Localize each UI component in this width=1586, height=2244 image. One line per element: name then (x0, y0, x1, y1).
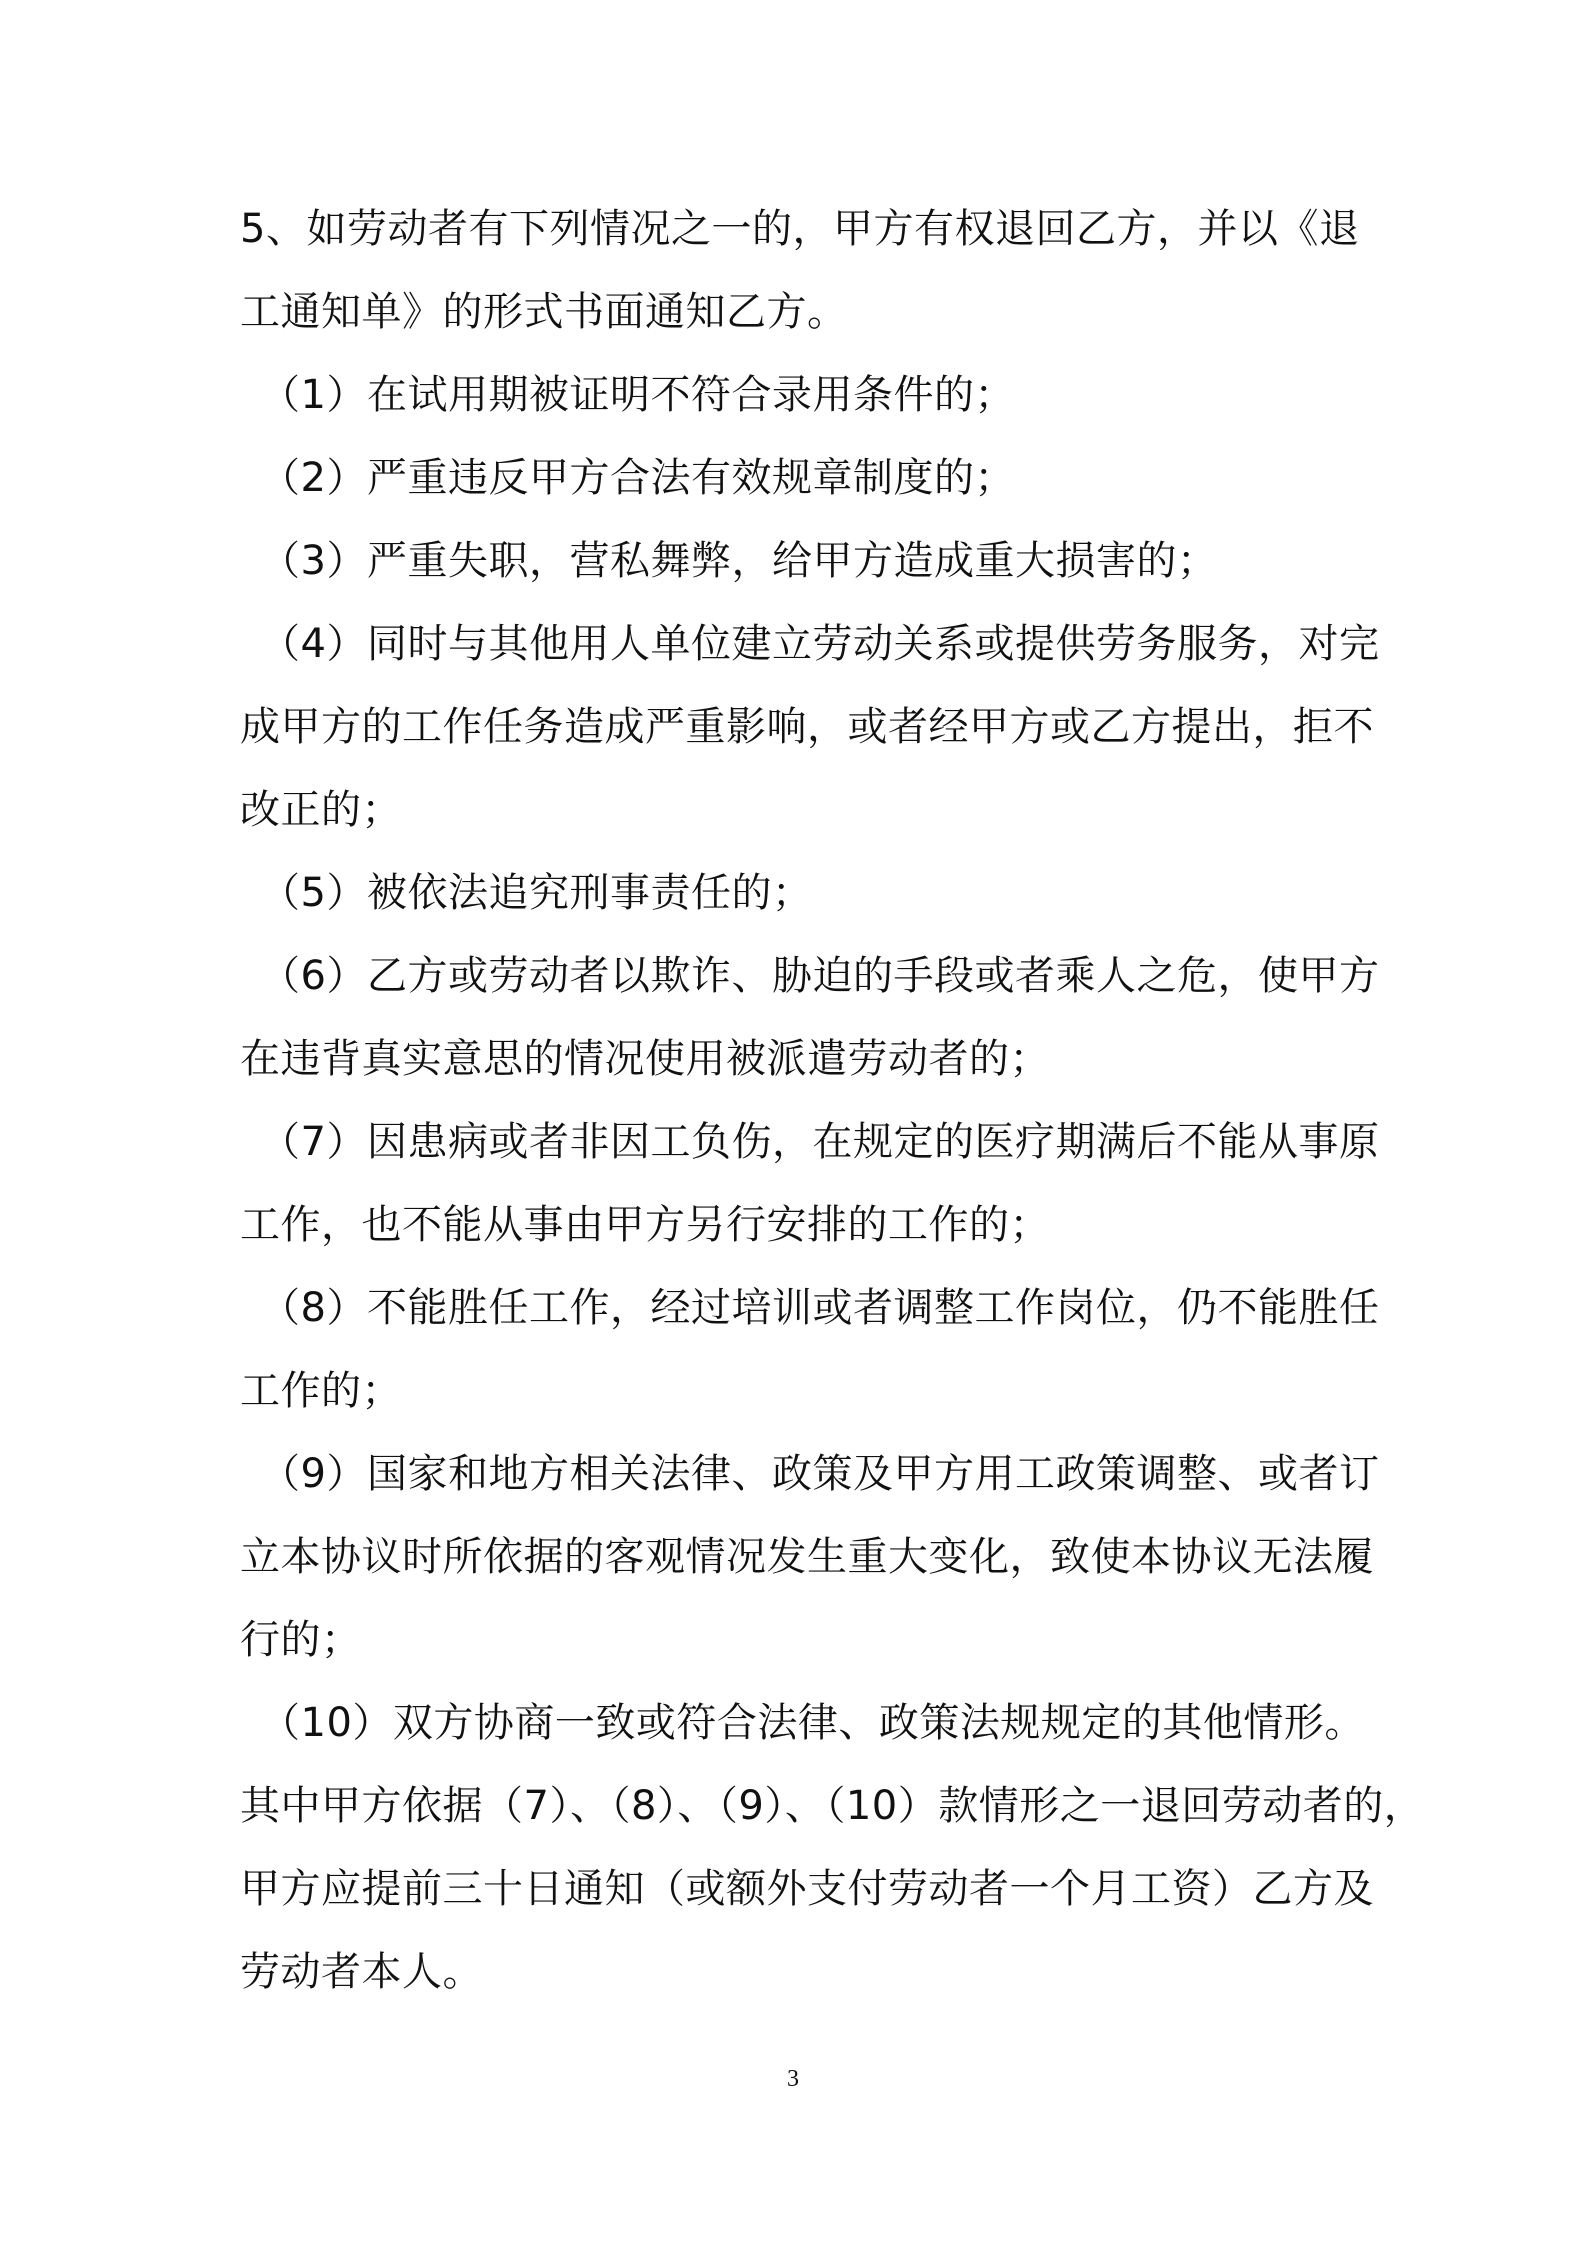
clause-5-heading-line-2: 工通知单》的形式书面通知乙方。 (240, 289, 848, 335)
item-8-line-2: 工作的； (240, 1368, 402, 1414)
item-4-line-1: （4）同时与其他用人单位建立劳动关系或提供劳务服务，对完 (260, 621, 1380, 667)
item-1-line: （1）在试用期被证明不符合录用条件的； (260, 372, 1015, 418)
item-3-line: （3）严重失职，营私舞弊，给甲方造成重大损害的； (260, 538, 1218, 584)
item-4-line-2: 成甲方的工作任务造成严重影响，或者经甲方或乙方提出，拒不 (240, 704, 1374, 750)
item-6-line-2: 在违背真实意思的情况使用被派遣劳动者的； (240, 1036, 1050, 1082)
notice-paragraph-line-1: 其中甲方依据（7）、（8）、（9）、（10）款情形之一退回劳动者的， (240, 1783, 1425, 1829)
clause-5-heading-line-1: 5、如劳动者有下列情况之一的，甲方有权退回乙方，并以《退 (240, 206, 1360, 252)
notice-paragraph-line-2: 甲方应提前三十日通知（或额外支付劳动者一个月工资）乙方及 (240, 1866, 1374, 1912)
item-7-line-2: 工作，也不能从事由甲方另行安排的工作的； (240, 1202, 1050, 1248)
item-8-line-1: （8）不能胜任工作，经过培训或者调整工作岗位，仍不能胜任 (260, 1285, 1380, 1331)
item-6-line-1: （6）乙方或劳动者以欺诈、胁迫的手段或者乘人之危，使甲方 (260, 953, 1380, 999)
item-2-line: （2）严重违反甲方合法有效规章制度的； (260, 455, 1015, 501)
item-9-line-1: （9）国家和地方相关法律、政策及甲方用工政策调整、或者订 (260, 1451, 1380, 1497)
item-9-line-2: 立本协议时所依据的客观情况发生重大变化，致使本协议无法履 (240, 1534, 1374, 1580)
document-body (240, 188, 1425, 2014)
item-9-line-3: 行的； (240, 1617, 362, 1663)
item-4-line-3: 改正的； (240, 787, 402, 833)
item-10-line: （10）双方协商一致或符合法律、政策法规规定的其他情形。 (260, 1700, 1365, 1746)
notice-paragraph-line-3: 劳动者本人。 (240, 1949, 483, 1995)
item-5-line: （5）被依法追究刑事责任的； (260, 870, 813, 916)
item-7-line-1: （7）因患病或者非因工负伤，在规定的医疗期满后不能从事原 (260, 1119, 1380, 1165)
page-number: 3 (787, 2066, 799, 2092)
